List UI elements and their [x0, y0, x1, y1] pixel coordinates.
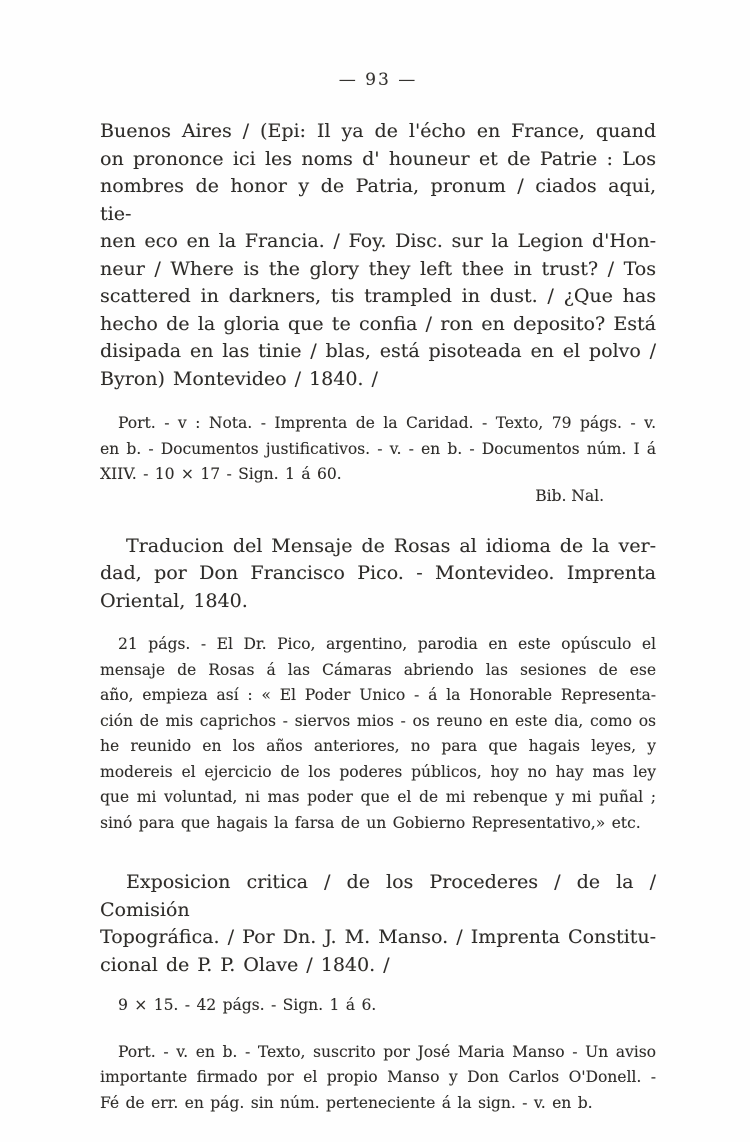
- text-line: Port. - v : Nota. - Imprenta de la Caridad. - Texto, 79 págs. - v.: [118, 414, 656, 432]
- collation-note-caridad: [100, 411, 656, 488]
- text-line: neur / Where is the glory they left thee in trust? / Tos: [100, 257, 656, 280]
- collation-note-olave: [100, 993, 656, 1019]
- note-paragraph-pico: [100, 632, 656, 836]
- text-line: 9 × 15. - 42 págs. - Sign. 1 á 6.: [118, 996, 377, 1014]
- entry-paragraph-exposicion: [100, 869, 656, 979]
- text-line: disipada en las tinie / blas, está pisoteada en el polvo /: [100, 340, 656, 362]
- text-line: sinó para que hagais la farsa de un Gobierno Representativo,» etc.: [100, 813, 641, 832]
- text-line: scattered in darkners, tis trampled in dust. / ¿Que has: [100, 285, 656, 307]
- entry-paragraph-traducion: [100, 533, 656, 616]
- text-line: Fé de err. en pág. sin núm. perteneciente á la sign. - v. en b.: [100, 1093, 593, 1112]
- text-line: nen eco en la Francia. / Foy. Disc. sur la Legion d'Hon-: [100, 230, 656, 252]
- text-line: Traducion del Mensaje de Rosas al idioma de la ver-: [126, 534, 656, 557]
- text-line: he reunido en los años anteriores, no para que hagais leyes, y: [100, 737, 656, 755]
- text-line: año, empieza así : « El Poder Unico - á la Honorable Representa-: [100, 686, 656, 704]
- text-line: dad, por Don Francisco Pico. - Montevideo. Imprenta: [100, 562, 656, 584]
- text-line: modereis el ejercicio de los poderes públicos, hoy no hay mas ley: [100, 762, 656, 781]
- text-line: 21 págs. - El Dr. Pico, argentino, parodia en este opúsculo el: [118, 635, 656, 653]
- text-line: Topográfica. / Por Dn. J. M. Manso. / Imprenta Constitu-: [100, 926, 656, 948]
- text-line: on prononce ici les noms d' houneur et de Patrie : Los: [100, 147, 656, 170]
- text-line: que mi voluntad, ni mas poder que el de mi rebenque y mi puñal ;: [100, 788, 656, 806]
- text-line: Oriental, 1840.: [100, 589, 248, 612]
- text-line: XIIV. - 10 × 17 - Sign. 1 á 60.: [100, 465, 342, 483]
- text-line: hecho de la gloria que te confia / ron en deposito? Está: [100, 312, 656, 335]
- library-attribution: Bib. Nal.: [535, 486, 604, 505]
- text-line: Exposicion critica / de los Procederes / de la / Comisión: [100, 871, 656, 921]
- text-line: Byron) Montevideo / 1840. /: [100, 367, 378, 390]
- text-line: cional de P. P. Olave / 1840. /: [100, 953, 390, 976]
- text-line: ción de mis caprichos - siervos mios - os reuno en este dia, como os: [100, 711, 656, 730]
- text-line: nombres de honor y de Patria, pronum / ciados aqui, tie-: [100, 175, 656, 225]
- entry-paragraph-buenos-aires: [100, 118, 656, 393]
- text-line: Port. - v. en b. - Texto, suscrito por José Maria Manso - Un aviso: [118, 1042, 656, 1061]
- text-line: mensaje de Rosas á las Cámaras abriendo las sesiones de ese: [100, 660, 656, 679]
- text-line: Buenos Aires / (Epi: Il ya de l'écho en France, quand: [100, 120, 656, 142]
- text-line: en b. - Documentos justificativos. - v. - en b. - Documentos núm. I á: [100, 439, 656, 458]
- note-paragraph-manso: [100, 1040, 656, 1117]
- page-number: — 93 —: [338, 70, 418, 90]
- text-line: importante firmado por el propio Manso y Don Carlos O'Donell. -: [100, 1068, 656, 1086]
